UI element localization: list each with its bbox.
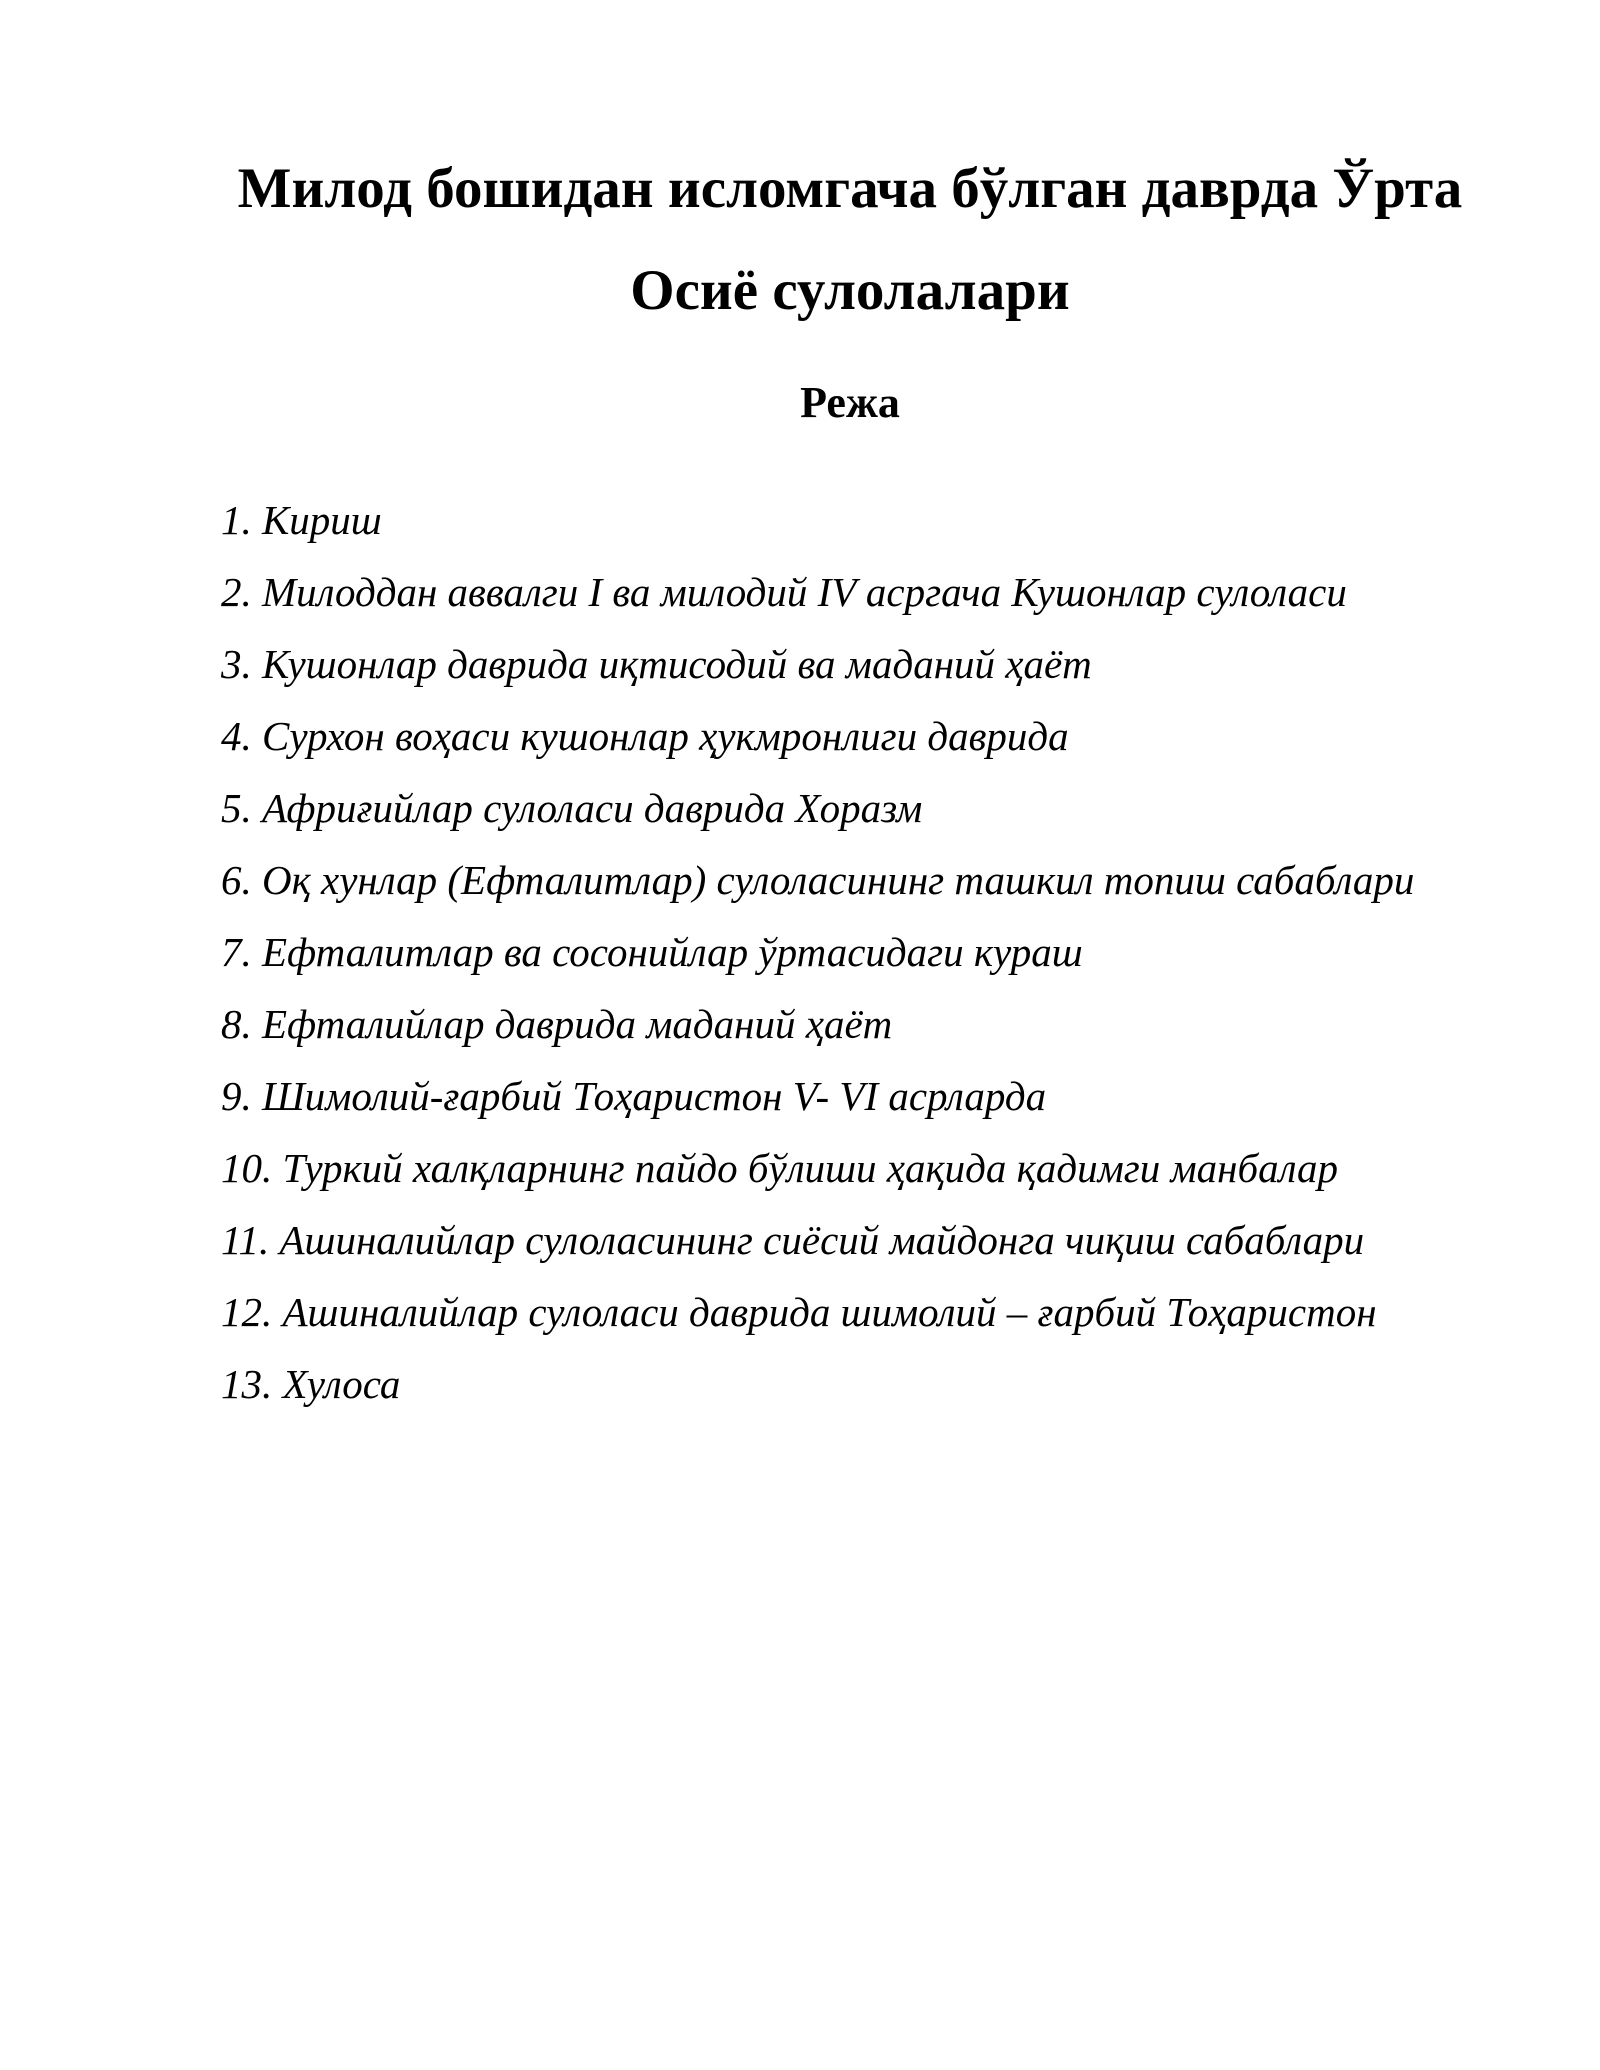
plan-item: 11. Ашиналийлар сулоласининг сиёсий майдонга чиқиш сабаблари	[221, 1217, 1365, 1263]
plan-item: 10. Туркий халқларнинг пайдо бўлиши ҳақида қадимги манбалар	[221, 1145, 1339, 1191]
plan-heading: Режа	[800, 378, 900, 427]
plan-item: 2. Милоддан аввалги I ва милодий IV асргача Кушонлар сулоласи	[221, 569, 1347, 615]
plan-item: 12. Ашиналийлар сулоласи даврида шимолий – ғарбий Тоҳаристон	[221, 1289, 1377, 1335]
plan-item: 7. Ефталитлар ва сосонийлар ўртасидаги кураш	[221, 929, 1083, 975]
plan-item: 9. Шимолий-ғарбий Тоҳаристон V- VI асрларда	[221, 1073, 1047, 1119]
plan-item: 6. Оқ хунлар (Ефталитлар) сулоласининг ташкил топиш сабаблари	[221, 857, 1415, 903]
plan-item: 4. Сурхон воҳаси кушонлар ҳукмронлиги даврида	[221, 713, 1069, 759]
plan-item: 3. Кушонлар даврида иқтисодий ва маданий ҳаёт	[221, 641, 1092, 687]
plan-item: 1. Кириш	[221, 497, 382, 543]
plan-list	[221, 484, 1521, 1420]
plan-item: 8. Ефталийлар даврида маданий ҳаёт	[221, 1001, 893, 1047]
plan-item: 13. Хулоса	[221, 1361, 401, 1407]
plan-item: 5. Африғийлар сулоласи даврида Хоразм	[221, 785, 923, 831]
document-title: Милод бошидан исломгача бўлган даврда Ўрта Осиё сулолалари	[237, 157, 1463, 322]
